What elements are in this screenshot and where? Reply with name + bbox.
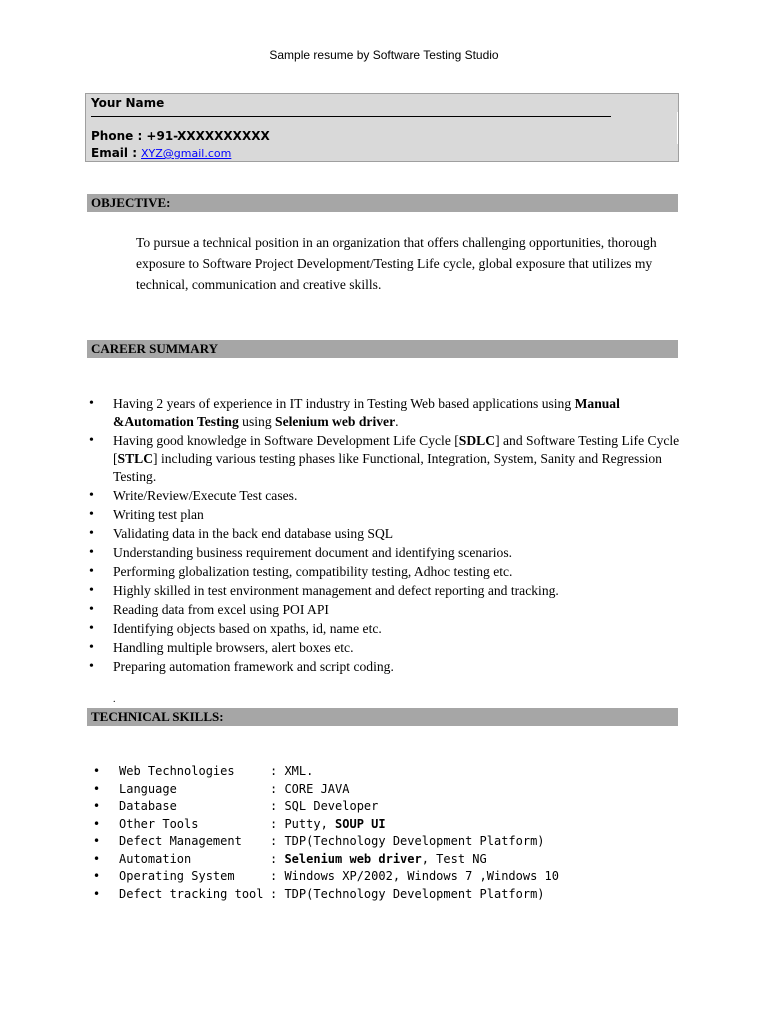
header-edge-line — [677, 112, 678, 144]
list-item: • Identifying objects based on xpaths, id, name etc. — [87, 620, 687, 638]
list-item: • Defect Management : TDP(Technology Development Platform) — [91, 833, 691, 851]
technical-skills-list — [91, 763, 691, 903]
list-item: • Highly skilled in test environment management and defect reporting and tracking. — [87, 582, 687, 600]
document-title: Sample resume by Software Testing Studio — [269, 48, 499, 62]
email-link[interactable]: XYZ@gmail.com — [141, 147, 232, 160]
candidate-name: Your Name — [91, 96, 165, 110]
list-item: • Having good knowledge in Software Development Life Cycle [SDLC] and Software Testing Life Cycle [STLC] including various testing phases like Functional, Integration, System, Sanity and Regression Testing. — [87, 432, 687, 486]
list-item: • Performing globalization testing, compatibility testing, Adhoc testing etc. — [87, 563, 687, 581]
list-item: • Handling multiple browsers, alert boxes etc. — [87, 639, 687, 657]
technical-skills-heading: TECHNICAL SKILLS: — [87, 708, 678, 726]
list-item: • Validating data in the back end database using SQL — [87, 525, 687, 543]
career-summary-heading: CAREER SUMMARY — [87, 340, 678, 358]
career-summary-list — [87, 395, 687, 677]
name-underline — [91, 116, 611, 117]
phone-line: Phone : +91-XXXXXXXXXX — [91, 129, 270, 143]
list-item: • Database : SQL Developer — [91, 798, 691, 816]
email-line — [91, 146, 231, 160]
list-item: • Understanding business requirement document and identifying scenarios. — [87, 544, 687, 562]
list-item: • Operating System : Windows XP/2002, Windows 7 ,Windows 10 — [91, 868, 691, 886]
list-item: • Having 2 years of experience in IT industry in Testing Web based applications using Manual &Automation Testing using Selenium web driver. — [87, 395, 687, 431]
list-item: • Defect tracking tool : TDP(Technology Development Platform) — [91, 886, 691, 904]
email-label: Email : — [91, 146, 138, 160]
list-item: • Write/Review/Execute Test cases. — [87, 487, 687, 505]
list-item: • Language : CORE JAVA — [91, 781, 691, 799]
list-item: • Preparing automation framework and script coding. — [87, 658, 687, 676]
list-item: • Writing test plan — [87, 506, 687, 524]
list-item: • Web Technologies : XML. — [91, 763, 691, 781]
list-item: • Other Tools : Putty, SOUP UI — [91, 816, 691, 834]
list-item: • Reading data from excel using POI API — [87, 601, 687, 619]
list-item: • Automation : Selenium web driver, Test NG — [91, 851, 691, 869]
objective-heading: OBJECTIVE: — [87, 194, 678, 212]
objective-text: To pursue a technical position in an organization that offers challenging opportunities, thorough exposure to Software Project Development/Testing Life cycle, global exposure that utilizes my technical, communication and creative skills. — [136, 235, 657, 292]
stray-mark: . — [113, 694, 116, 705]
